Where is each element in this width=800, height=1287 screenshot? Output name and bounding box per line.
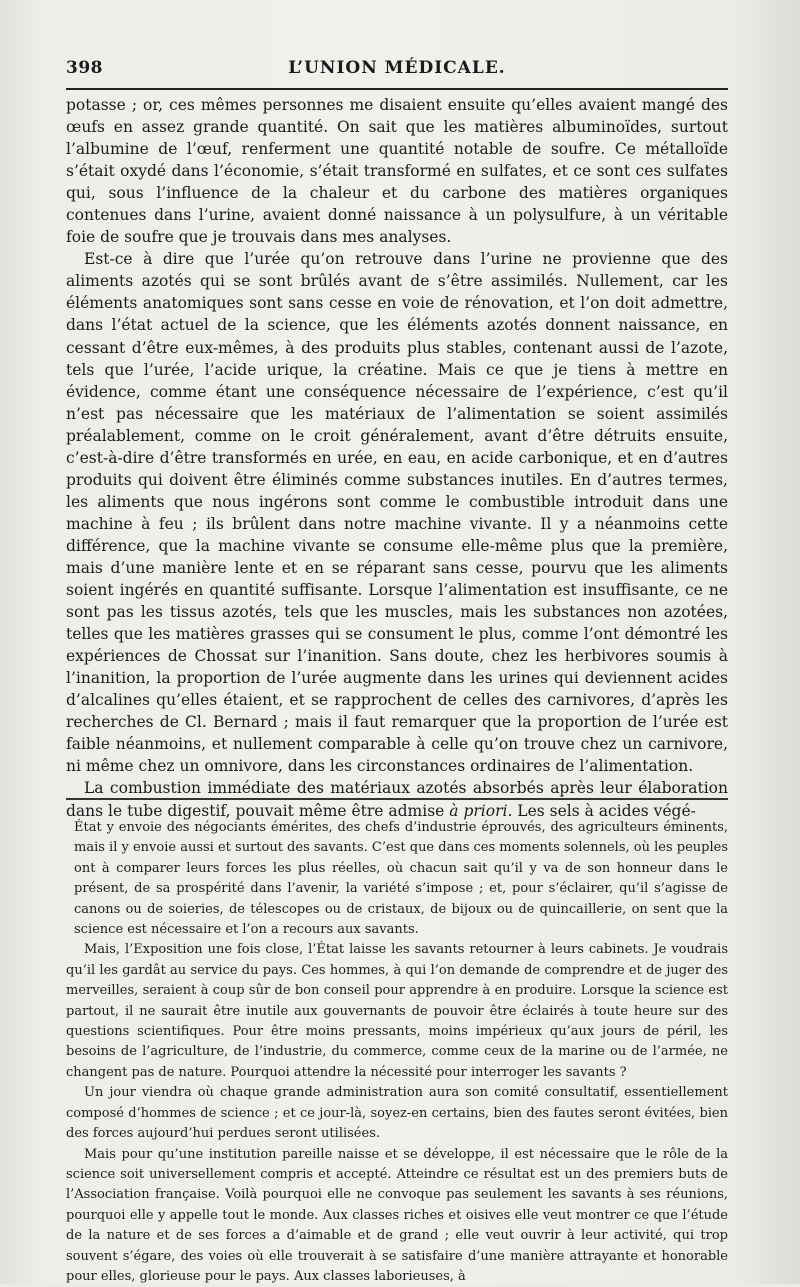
footnote-rule (66, 798, 728, 800)
footnote-paragraph-4: Mais pour qu’une institution pareille naisse et se développe, il est nécessaire que le rôle de la science soit universellement compris et accepté. Atteindre ce résultat est un des premiers buts de l’Association française. Voilà pourquoi elle ne convoque pas seulement les savants à ses réunions, pourquoi elle y appelle tout le monde. Aux classes riches et oisives elle veut montrer ce que l’étude de la nature et de ses forces a d’aimable et de grand ; elle veut ouvrir à leur activité, qui trop souvent s’égare, des voies où elle trouverait à se satisfaire d’une manière attrayante et honorable pour elles, glorieuse pour le pays. Aux classes laborieuses, à (66, 1145, 728, 1287)
page-header (66, 58, 728, 84)
paragraph-combustion-end: . Les sels à acides végé- (507, 802, 695, 820)
paragraph-uree: Est-ce à dire que l’urée qu’on retrouve dans l’urine ne provienne que des aliments azotés qui se sont brûlés avant de s’être assimilés. Nullement, car les éléments anatomiques sont sans cesse en voie de rénovation, et l’on doit admettre, dans l’état actuel de la science, que les éléments azotés donnent naissance, en cessant d’être eux-mêmes, à des produits plus stables, contenant aussi de l’azote, tels que l’urée, l’acide urique, la créatine. Mais ce que je tiens à mettre en évidence, comme étant une conséquence nécessaire de l’expérience, c’est qu’il n’est pas nécessaire que les matériaux de l’alimentation se soient assimilés préalablement, comme on le croit généralement, avant d’être détruits ensuite, c’est-à-dire d’être transformés en urée, en eau, en acide carbonique, et en d’autres produits qui doivent être éliminés comme substances inutiles. En d’autres termes, les aliments que nous ingérons sont comme le combustible introduit dans une machine à feu ; ils brûlent dans notre machine vivante. Il y a néanmoins cette différence, que la machine vivante se consume elle-même plus que la première, mais d’une manière lente et en se réparant sans cesse, pourvu que les aliments soient ingérés en quantité suffisante. Lorsque l’alimentation est insuffisante, ce ne sont pas les tissus azotés, tels que les muscles, mais les substances non azotées, telles que les matières grasses qui se consument le plus, comme l’ont démontré les expériences de Chossat sur l’inanition. Sans doute, chez les herbivores soumis à l’inanition, la proportion de l’urée augmente dans les urines qui deviennent acides d’alcalines qu’elles étaient, et se rapprochent de celles des carnivores, d’après les recherches de Cl. Bernard ; mais il faut remarquer que la proportion de l’urée est faible néanmoins, et nullement comparable à celle qu’on trouve chez un carnivore, ni même chez un omnivore, dans les circonstances ordinaires de l’alimentation. (66, 248, 728, 777)
running-title: L’UNION MÉDICALE. (66, 58, 728, 78)
page-number: 398 (66, 58, 103, 78)
paragraph-combustion-start: La combustion immédiate des matériaux azotés absorbés après leur élaboration dans le tube digestif, pouvait même être admise (66, 779, 728, 819)
footnote-paragraph-2: Mais, l’Exposition une fois close, l’État laisse les savants retourner à leurs cabinets. Je voudrais qu’il les gardât au service du pays. Ces hommes, à qui l’on demande de comprendre et de juger des merveilles, seraient à coup sûr de bon conseil pour apprendre à en produire. Lorsque la science est partout, il ne saurait être inutile aux gouvernants de pouvoir être éclairés à toute heure sur des questions scientifiques. Pour être moins pressants, moins impérieux qu’aux jours de péril, les besoins de l’agriculture, de l’industrie, du commerce, comme ceux de la marine ou de l’armée, ne changent pas de nature. Pourquoi attendre la nécessité pour interroger les savants ? (66, 940, 728, 1083)
footnote-paragraph-3: Un jour viendra où chaque grande administration aura son comité consultatif, essentiellement composé d’hommes de science ; et ce jour-là, soyez-en certains, bien des fautes seront évitées, bien des forces aujourd’hui perdues seront utilisées. (66, 1083, 728, 1144)
footnote-text (66, 818, 728, 1287)
main-text-body (66, 94, 728, 822)
italic-a-priori: à priori (449, 802, 507, 820)
header-rule (66, 88, 728, 90)
footnote-paragraph-1: État y envoie des négociants émérites, des chefs d’industrie éprouvés, des agriculteurs éminents, mais il y envoie aussi et surtout des savants. C’est que dans ces moments solennels, où les peuples ont à comparer leurs forces les plus réelles, où chacun sait qu’il y va de son honneur dans le présent, de sa prospérité dans l’avenir, la variété s’impose ; et, pour s’éclairer, qu’il s’agisse de canons ou de soieries, de télescopes ou de cristaux, de bijoux ou de quincaillerie, on sent que la science est nécessaire et l’on a recours aux savants. (66, 818, 728, 940)
paragraph-continued: potasse ; or, ces mêmes personnes me disaient ensuite qu’elles avaient mangé des œufs en assez grande quantité. On sait que les matières albuminoïdes, surtout l’albumine de l’œuf, renferment une quantité notable de soufre. Ce métalloïde s’était oxydé dans l’économie, s’était transformé en sulfates, et ce sont ces sulfates qui, sous l’influence de la chaleur et du carbone des matières organiques contenues dans l’urine, avaient donné naissance à un polysulfure, à un véritable foie de soufre que je trouvais dans mes analyses. (66, 94, 728, 248)
